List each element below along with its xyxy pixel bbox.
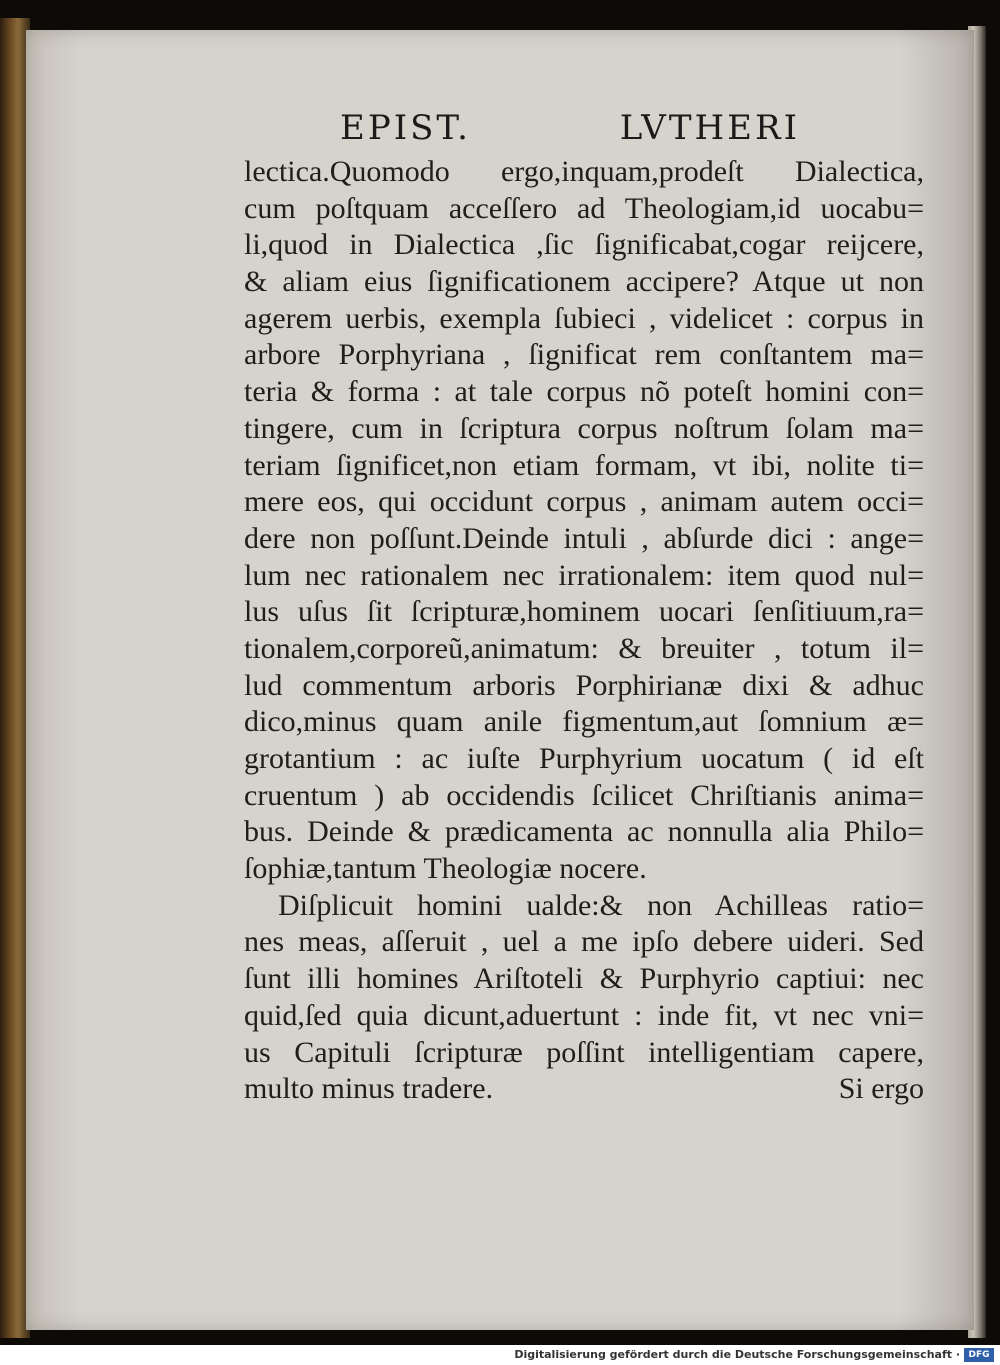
final-sentence: multo minus tradere.: [244, 1072, 494, 1106]
text-line: mere eos, qui occidunt corpus , animam autem occi=: [244, 485, 924, 519]
funding-credit: Digitalisierung gefördert durch die Deutsche Forschungsgemeinschaft ·: [514, 1348, 960, 1361]
text-line: quid,ſed quia dicunt,aduertunt : inde fit, vt nec vni=: [244, 998, 924, 1032]
text-line: tionalem,corporeũ,animatum: & breuiter , totum il=: [244, 631, 924, 665]
text-line: tingere, cum in ſcriptura corpus noſtrum ſolam ma=: [244, 411, 924, 445]
catchword: Si ergo: [838, 1072, 924, 1106]
digitization-footer: [0, 1345, 1000, 1365]
text-line: teria & forma : at tale corpus nõ poteſt homini con=: [244, 375, 924, 409]
text-line: bus. Deinde & prædicamenta ac nonnulla alia Philo=: [244, 815, 924, 849]
text-line: ſophiæ,tantum Theologiæ nocere.: [244, 852, 647, 886]
running-head: [340, 108, 800, 148]
text-line: cum poſtquam acceſſero ad Theologiam,id uocabu=: [244, 191, 924, 225]
text-line: lum nec rationalem nec irrationalem: item quod nul=: [244, 558, 924, 592]
text-line: teriam ſignificet,non etiam formam, vt ibi, nolite ti=: [244, 448, 924, 482]
text-line: dico,minus quam anile figmentum,aut ſomnium æ=: [244, 705, 924, 739]
text-line: lectica.Quomodo ergo,inquam,prodeſt Dialectica,: [244, 155, 924, 188]
text-line: lud commentum arboris Porphirianæ dixi & adhuc: [244, 668, 924, 702]
text-line: Diſplicuit homini ualde:& non Achilleas ratio=: [278, 888, 924, 922]
running-head-left: EPIST.: [340, 108, 471, 148]
text-line: lus uſus ſit ſcripturæ,hominem uocari ſenſitiuum,ra=: [244, 595, 924, 629]
text-line: [244, 1071, 924, 1108]
page-body: [244, 154, 924, 1108]
text-line: li,quod in Dialectica ,ſic ſignificabat,cogar reijcere,: [244, 228, 924, 262]
text-line: cruentum ) ab occidendis ſcilicet Chriſtianis anima=: [244, 778, 924, 812]
running-head-right: LVTHERI: [619, 108, 800, 148]
text-line: agerem uerbis, exempla ſubieci , videlicet : corpus in: [244, 301, 924, 335]
text-line: grotantium : ac iuſte Purphyrium uocatum ( id eſt: [244, 742, 924, 775]
text-line: arbore Porphyriana , ſignificat rem conſtantem ma=: [244, 338, 924, 372]
text-line: nes meas, aſſeruit , uel a me ipſo debere uideri. Sed: [244, 925, 924, 959]
text-line: & aliam eius ſignificationem accipere? Atque ut non: [244, 265, 924, 299]
text-line: us Capituli ſcripturæ poſſint intelligentiam capere,: [244, 1035, 924, 1069]
text-line: ſunt illi homines Ariſtoteli & Purphyrio captiui: nec: [244, 962, 924, 996]
dfg-logo: DFG: [964, 1348, 994, 1362]
text-line: dere non poſſunt.Deinde intuli , abſurde dici : ange=: [244, 521, 924, 555]
